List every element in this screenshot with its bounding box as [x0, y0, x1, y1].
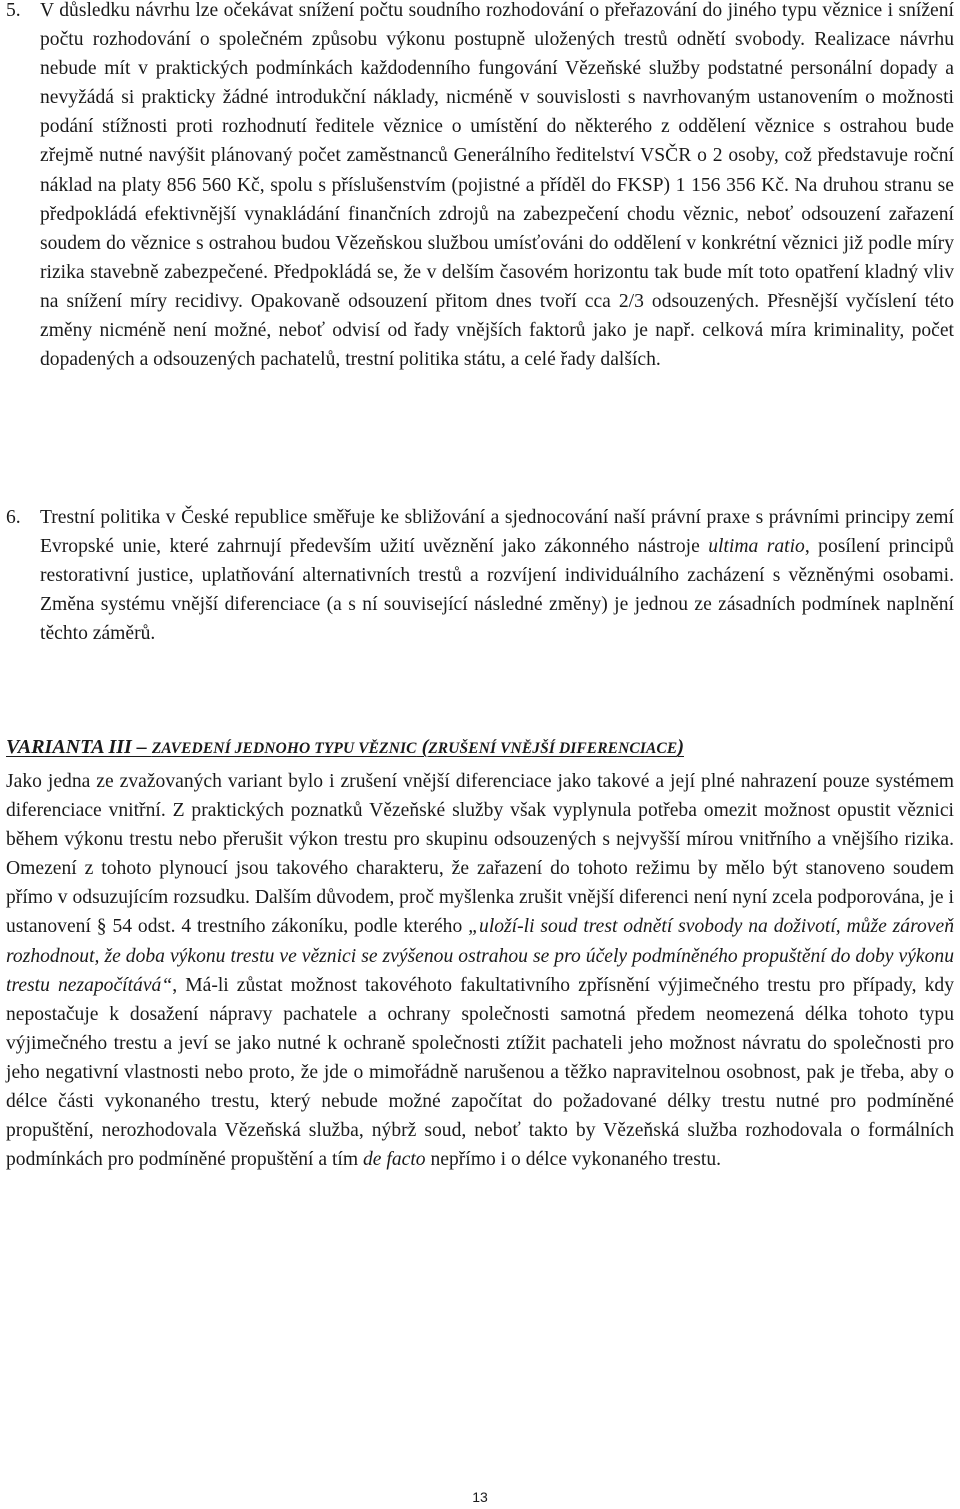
list-item-text: V důsledku návrhu lze očekávat snížení počtu soudního rozhodování o přeřazování do jiného typu věznice i snížení počtu rozhodování o společném způsobu výkonu postupně uložených trestů odnětí svobody. Realizace návrhu nebude mít v praktických podmínkách každodenního fungování Vězeňské služby podstatné personální dopady a nevyžádá si prakticky žádné introdukční náklady, nicméně v souvislosti s navrhovaným ustanovením o možnosti podání stížnosti proti rozhodnutí ředitele věznice o umístění do některého z oddělení věznice s ostrahou bude zřejmě nutné navýšit plánovaný počet zaměstnanců Generálního ředitelství VSČR o 2 osoby, což představuje roční náklad na platy 856 560 Kč, spolu s příslušenstvím (pojistné a příděl do FKSP) 1 156 356 Kč. Na druhou stranu se předpokládá efektivnější vynakládání finančních zdrojů na zabezpečení chodu věznic, neboť odsouzení zařazení soudem do věznice s ostrahou budou Vězeňskou službou umísťováni do oddělení v konkrétní věznici již podle míry rizika stavebně zabezpečené. Předpokládá se, že v delším časovém horizontu tak bude mít toto opatření kladný vliv na snížení míry recidivy. Opakovaně odsouzení přitom dnes tvoří cca 2/3 odsouzených. Přesnější vyčíslení této změny nicméně není možné, neboť odvisí od řady vnějších faktorů jako je např. celková míra kriminality, počet dopadených a odsouzených pachatelů, trestní politika státu, a celé řady dalších. [40, 0, 954, 371]
heading-subtitle: ZRUŠENÍ VNĚJŠÍ DIFERENCIACE [428, 740, 678, 757]
section-heading [6, 733, 954, 763]
quoted-law: „uloží-li soud trest odnětí svobody na doživotí, může zároveň rozhodnout, že doba výkonu trestu ve věznici se zvýšenou ostrahou se pro účely podmíněného propuštění do doby výkonu trestu nezapočítává“ [6, 916, 954, 996]
list-item-number: 5. [6, 0, 21, 21]
heading-variant-label: VARIANTA III – [6, 736, 152, 758]
page-number: 13 [472, 1489, 488, 1505]
text-segment: , Má-li zůstat možnost takovéhoto fakultativního zpřísnění výjimečného trestu pro případy, kdy nepostačuje k dosažení nápravy pachatele a ochrany společnosti samotná předem neomezená délka tohoto typu výjimečného trestu a jeví se jako nutné k ochraně společnosti ztížit pachateli jeho možnost návratu do společnosti pro jeho negativní vlastnosti nebo proto, že jde o mimořádně narušenou a těžko napravitelnou osobnost, pak je třeba, aby o délce části vykonaného trestu, který nebude možné započítat do požadované délky trestu nutné pro podmíněné propuštění, nerozhodovala Vězeňská služba, nýbrž soud, neboť takto by Vězeňská služba rozhodovala o formálních podmínkách pro podmíněné propuštění a tím [6, 974, 954, 1171]
heading-paren-close: ) [677, 736, 684, 758]
heading-paren-open: ( [416, 736, 429, 758]
text-segment: Trestní politika v České republice směřuje ke sbližování a sjednocování naší právní praxe s právními principy zemí Evropské unie, které zahrnují především užití uvěznění jako zákonného nástroje [40, 507, 954, 558]
list-item-5 [6, 0, 954, 374]
body-paragraph [6, 767, 954, 1174]
emphasized-term: de facto [362, 1149, 426, 1171]
text-segment: nepřímo i o délce vykonaného trestu. [425, 1149, 722, 1171]
list-item-number: 6. [6, 507, 21, 528]
text-segment: , posílení principů restorativní justice, uplatňování alternativních trestů a rozvíjení individuálního zacházení s vězněnými osobami. Změna systému vnější diferenciace (a s ní související následné změny) je jednou ze zásadních podmínek naplnění těchto záměrů. [40, 536, 954, 645]
list-item-6 [6, 503, 954, 648]
list-item-text [40, 503, 954, 648]
text-segment: Jako jedna ze zvažovaných variant bylo i zrušení vnější diferenciace jako takové a její plné nahrazení pouze systémem diferenciace vnitřní. Z praktických poznatků Vězeňské služby však vyplynula potřeba omezit možnost opustit věznici během výkonu trestu nebo přerušit výkon trestu pro skupinu odsouzených s nejvyšší mírou vnitřního a vnějšího rizika. Omezení z tohoto plynoucí jsou takového charakteru, že zařazení do tohoto režimu by mělo být stanoveno soudem přímo v odsuzujícím rozsudku. Dalším důvodem, proč myšlenka zrušit vnější diferenci není nyní zcela podporována, je i ustanovení § 54 odst. 4 trestního zákoníku, podle kterého [6, 771, 954, 938]
heading-title: ZAVEDENÍ JEDNOHO TYPU VĚZNIC [151, 740, 417, 757]
emphasized-term: ultima ratio [708, 536, 805, 558]
